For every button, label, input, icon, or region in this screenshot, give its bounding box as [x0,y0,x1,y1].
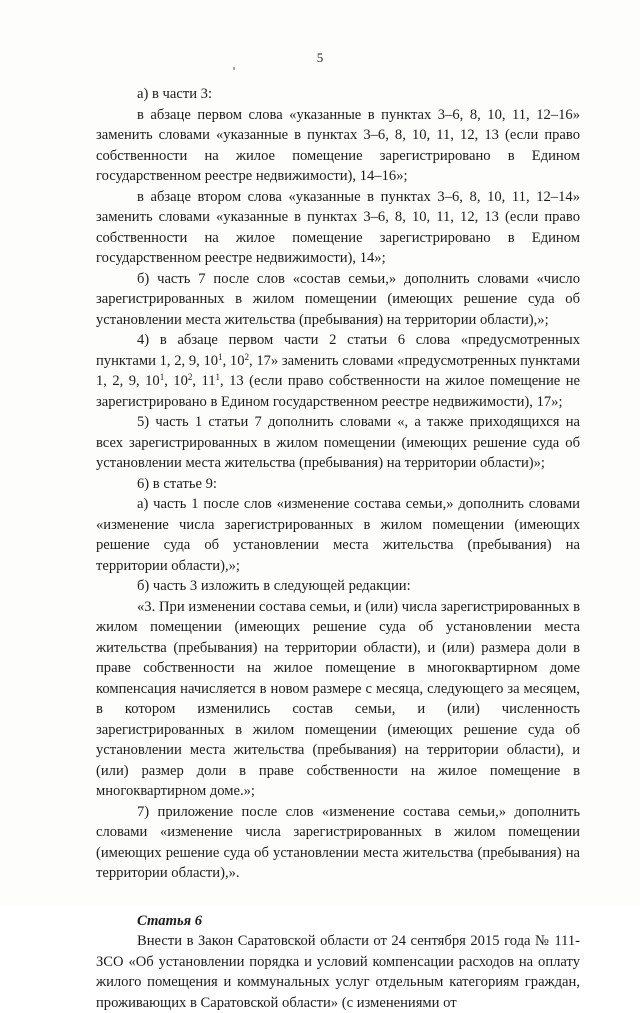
paragraph-item-6a: а) часть 1 после слов «изменение состава семьи,» дополнить словами «изменение числа зарегистрированных в жилом помещении (имеющих решение суда об установлении места жительства (пребывания) на территории области),»; [96,496,580,574]
article-paragraph: Внести в Закон Саратовской области от 24 сентября 2015 года № 111-ЗСО «Об установлении порядка и условий компенсации расходов на оплату жилого помещения и коммунальных услуг отдельным категориям граждан, проживающих в Саратовской области» (с изменениями от [96,933,580,1011]
paragraph-second-abzac: в абзаце втором слова «указанные в пунктах 3–6, 8, 10, 11, 12–14» заменить словами «указанные в пунктах 3–6, 8, 10, 11, 12, 13 (если право собственности на жилое помещение зарегистрировано в Едином государственном реестре недвижимости), 14»; [96,188,580,266]
paragraph-item-6: 6) в статье 9: [137,475,217,492]
paragraph-item-5: 5) часть 1 статьи 7 дополнить словами «, а также приходящихся на всех зарегистрированных в жилом помещении (имеющих решение суда об установлении места жительства (пребывания) на территории области)»; [96,414,580,471]
paragraph-item-4: 4) в абзаце первом части 2 статьи 6 слова «предусмотренных пунктами 1, 2, 9, $10^1$, $10^2$, 17» заменить словами «предусмотренных пунктами 1, 2, 9, $10^1$, $10^2$, $11^1$, 13 (если право собственности на жилое помещение не зарегистрировано в Едином государственном реестре недвижимости), 17»; [96,332,581,410]
scan-speck [233,67,235,70]
article-heading: Статья 6 [137,912,203,929]
paragraph-part-3: а) в части 3: [137,86,213,102]
paragraph-item-7: 7) приложение после слов «изменение состава семьи,» дополнить словами «изменение числа зарегистрированных в жилом помещении (имеющих решение суда об установлении места жительства (пребывания) на территории области),». [96,803,580,881]
page-number: 5 [316,50,324,65]
paragraph-new-part-3: «3. При изменении состава семьи, и (или) числа зарегистрированных в жилом помещении (имеющих решение суда об установлении места жительства (пребывания) на территории области), и (или) размера доли в праве собственности на жилое помещение в многоквартирном доме компенсация начисляется в новом размере с месяца, следующего за месяцем, в котором изменились состав семьи, и (или) численность зарегистрированных в жилом помещении (имеющих решение суда об установлении места жительства (пребывания) на территории области), и (или) размер доли в праве собственности на жилое помещение в многоквартирном доме.»; [96,598,580,799]
paragraph-item-6b: б) часть 3 изложить в следующей редакции: [137,578,411,594]
document-body [96,84,580,1013]
paragraph-first-abzac: в абзаце первом слова «указанные в пунктах 3–6, 8, 10, 11, 12–16» заменить словами «указанные в пунктах 3–6, 8, 10, 11, 12, 13 (если право собственности на жилое помещение зарегистрировано в Едином государственном реестре недвижимости), 14–16»; [96,106,580,184]
paragraph-part-7: б) часть 7 после слов «состав семьи,» дополнить словами «число зарегистрированных в жилом помещении (имеющих решение суда об установлении места жительства (пребывания) на территории области),»; [96,270,580,328]
